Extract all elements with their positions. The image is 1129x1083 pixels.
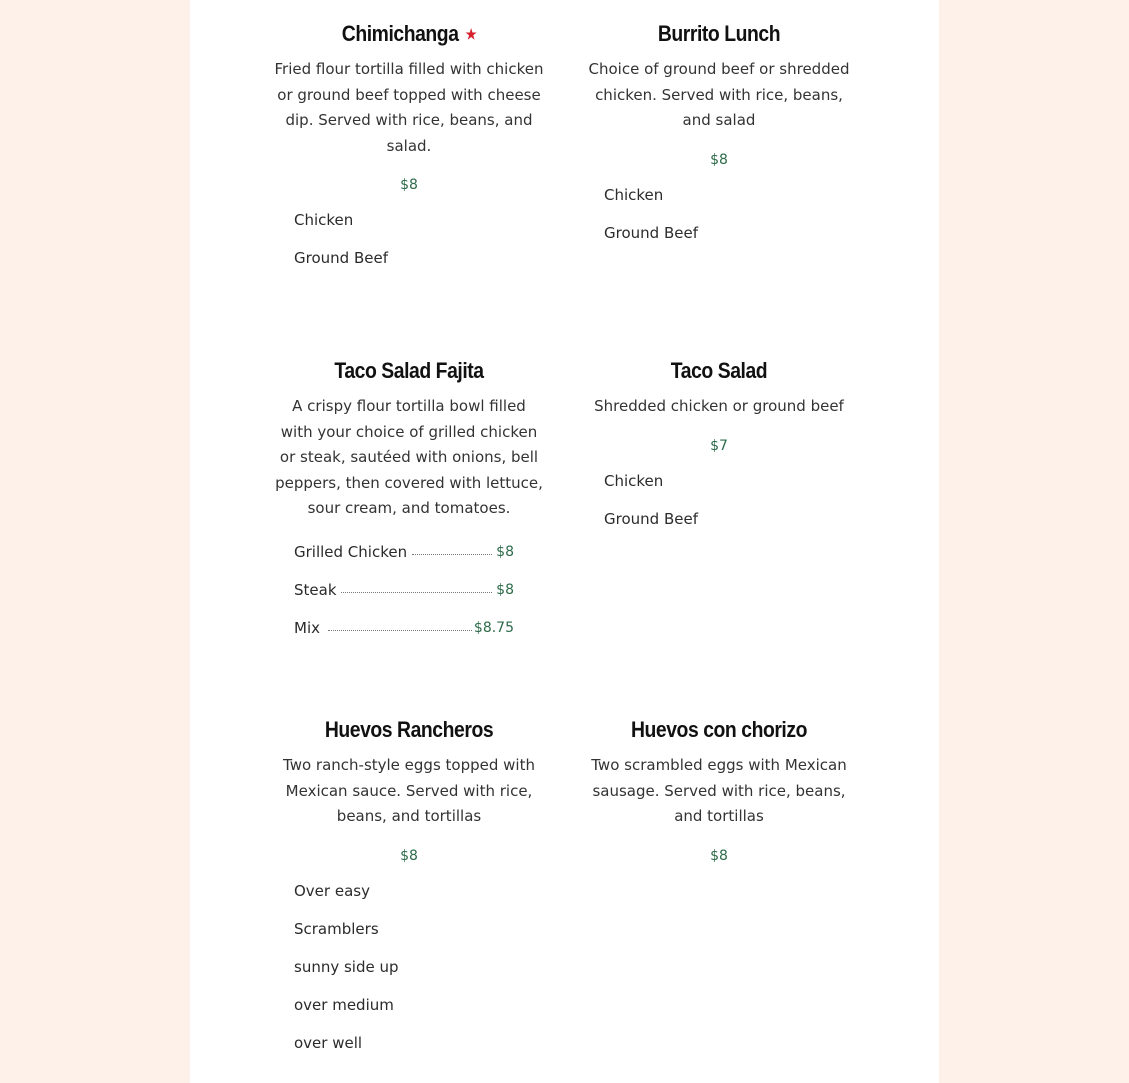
option-chicken: Chicken: [294, 211, 354, 229]
item-price: $8: [400, 847, 418, 864]
menu-item-taco-salad: [584, 356, 854, 544]
item-options: [274, 878, 544, 1068]
option-scramblers: Scramblers: [294, 919, 379, 938]
priced-option-mix: [294, 615, 514, 653]
item-title: Chimichanga ★: [290, 19, 528, 49]
menu-item-huevos-con-chorizo: [584, 715, 854, 866]
leader-dots: [328, 629, 472, 631]
item-title: Huevos Rancheros: [324, 717, 494, 742]
item-price: $7: [710, 437, 728, 454]
item-title: Huevos con chorizo: [630, 717, 808, 742]
item-description: Two scrambled eggs with Mexican sausage. Served with rice, beans, and tortillas: [591, 756, 847, 825]
item-price: $8: [710, 151, 728, 168]
option-ground-beef: Ground Beef: [604, 223, 698, 242]
item-description: A crispy flour tortilla bowl filled with your choice of grilled chicken or steak, sautéed with onions, bell peppers, then covered with lettuce, sour cream, and tomatoes.: [275, 397, 543, 517]
item-options: [584, 182, 854, 258]
menu-item-burrito-lunch: [584, 19, 854, 258]
priced-option-steak: [294, 577, 514, 615]
item-options: [274, 207, 544, 283]
menu-item-taco-salad-fajita: [274, 356, 544, 653]
item-title: Taco Salad: [670, 358, 768, 383]
option-over-medium: over medium: [294, 995, 394, 1014]
item-description: Shredded chicken or ground beef: [594, 397, 844, 415]
option-price: $8: [496, 581, 514, 598]
option-ground-beef: Ground Beef: [604, 509, 698, 528]
option-price: $8: [496, 543, 514, 560]
item-options: [584, 468, 854, 544]
menu-item-huevos-rancheros: [274, 715, 544, 1068]
option-ground-beef: Ground Beef: [294, 249, 388, 267]
option-label: Steak: [294, 577, 341, 603]
option-over-easy: Over easy: [294, 881, 370, 900]
leader-dots: [337, 591, 492, 593]
item-description: Fried flour tortilla filled with chicken or ground beef topped with cheese dip. Served with rice, beans, and salad.: [274, 60, 544, 155]
option-label: Mix: [294, 615, 324, 641]
item-priced-options: [274, 539, 544, 653]
option-over-well: over well: [294, 1033, 363, 1052]
item-title: Burrito Lunch: [657, 21, 781, 46]
item-description: Choice of ground beef or shredded chicken. Served with rice, beans, and salad: [588, 60, 850, 129]
option-label: Grilled Chicken: [294, 539, 411, 565]
item-price: $8: [710, 847, 728, 864]
option-price: $8.75: [473, 619, 514, 636]
leader-dots: [412, 553, 492, 555]
menu-item-chimichanga: [274, 19, 544, 283]
item-price: $8: [400, 177, 418, 193]
option-chicken: Chicken: [604, 185, 664, 204]
star-icon: ★: [465, 26, 477, 42]
item-description: Two ranch-style eggs topped with Mexican sauce. Served with rice, beans, and tortillas: [283, 756, 535, 825]
item-title: Taco Salad Fajita: [334, 358, 484, 383]
option-chicken: Chicken: [604, 471, 664, 490]
menu-panel: [190, 0, 939, 1083]
priced-option-grilled-chicken: [294, 539, 514, 577]
option-sunny-side-up: sunny side up: [294, 957, 399, 976]
